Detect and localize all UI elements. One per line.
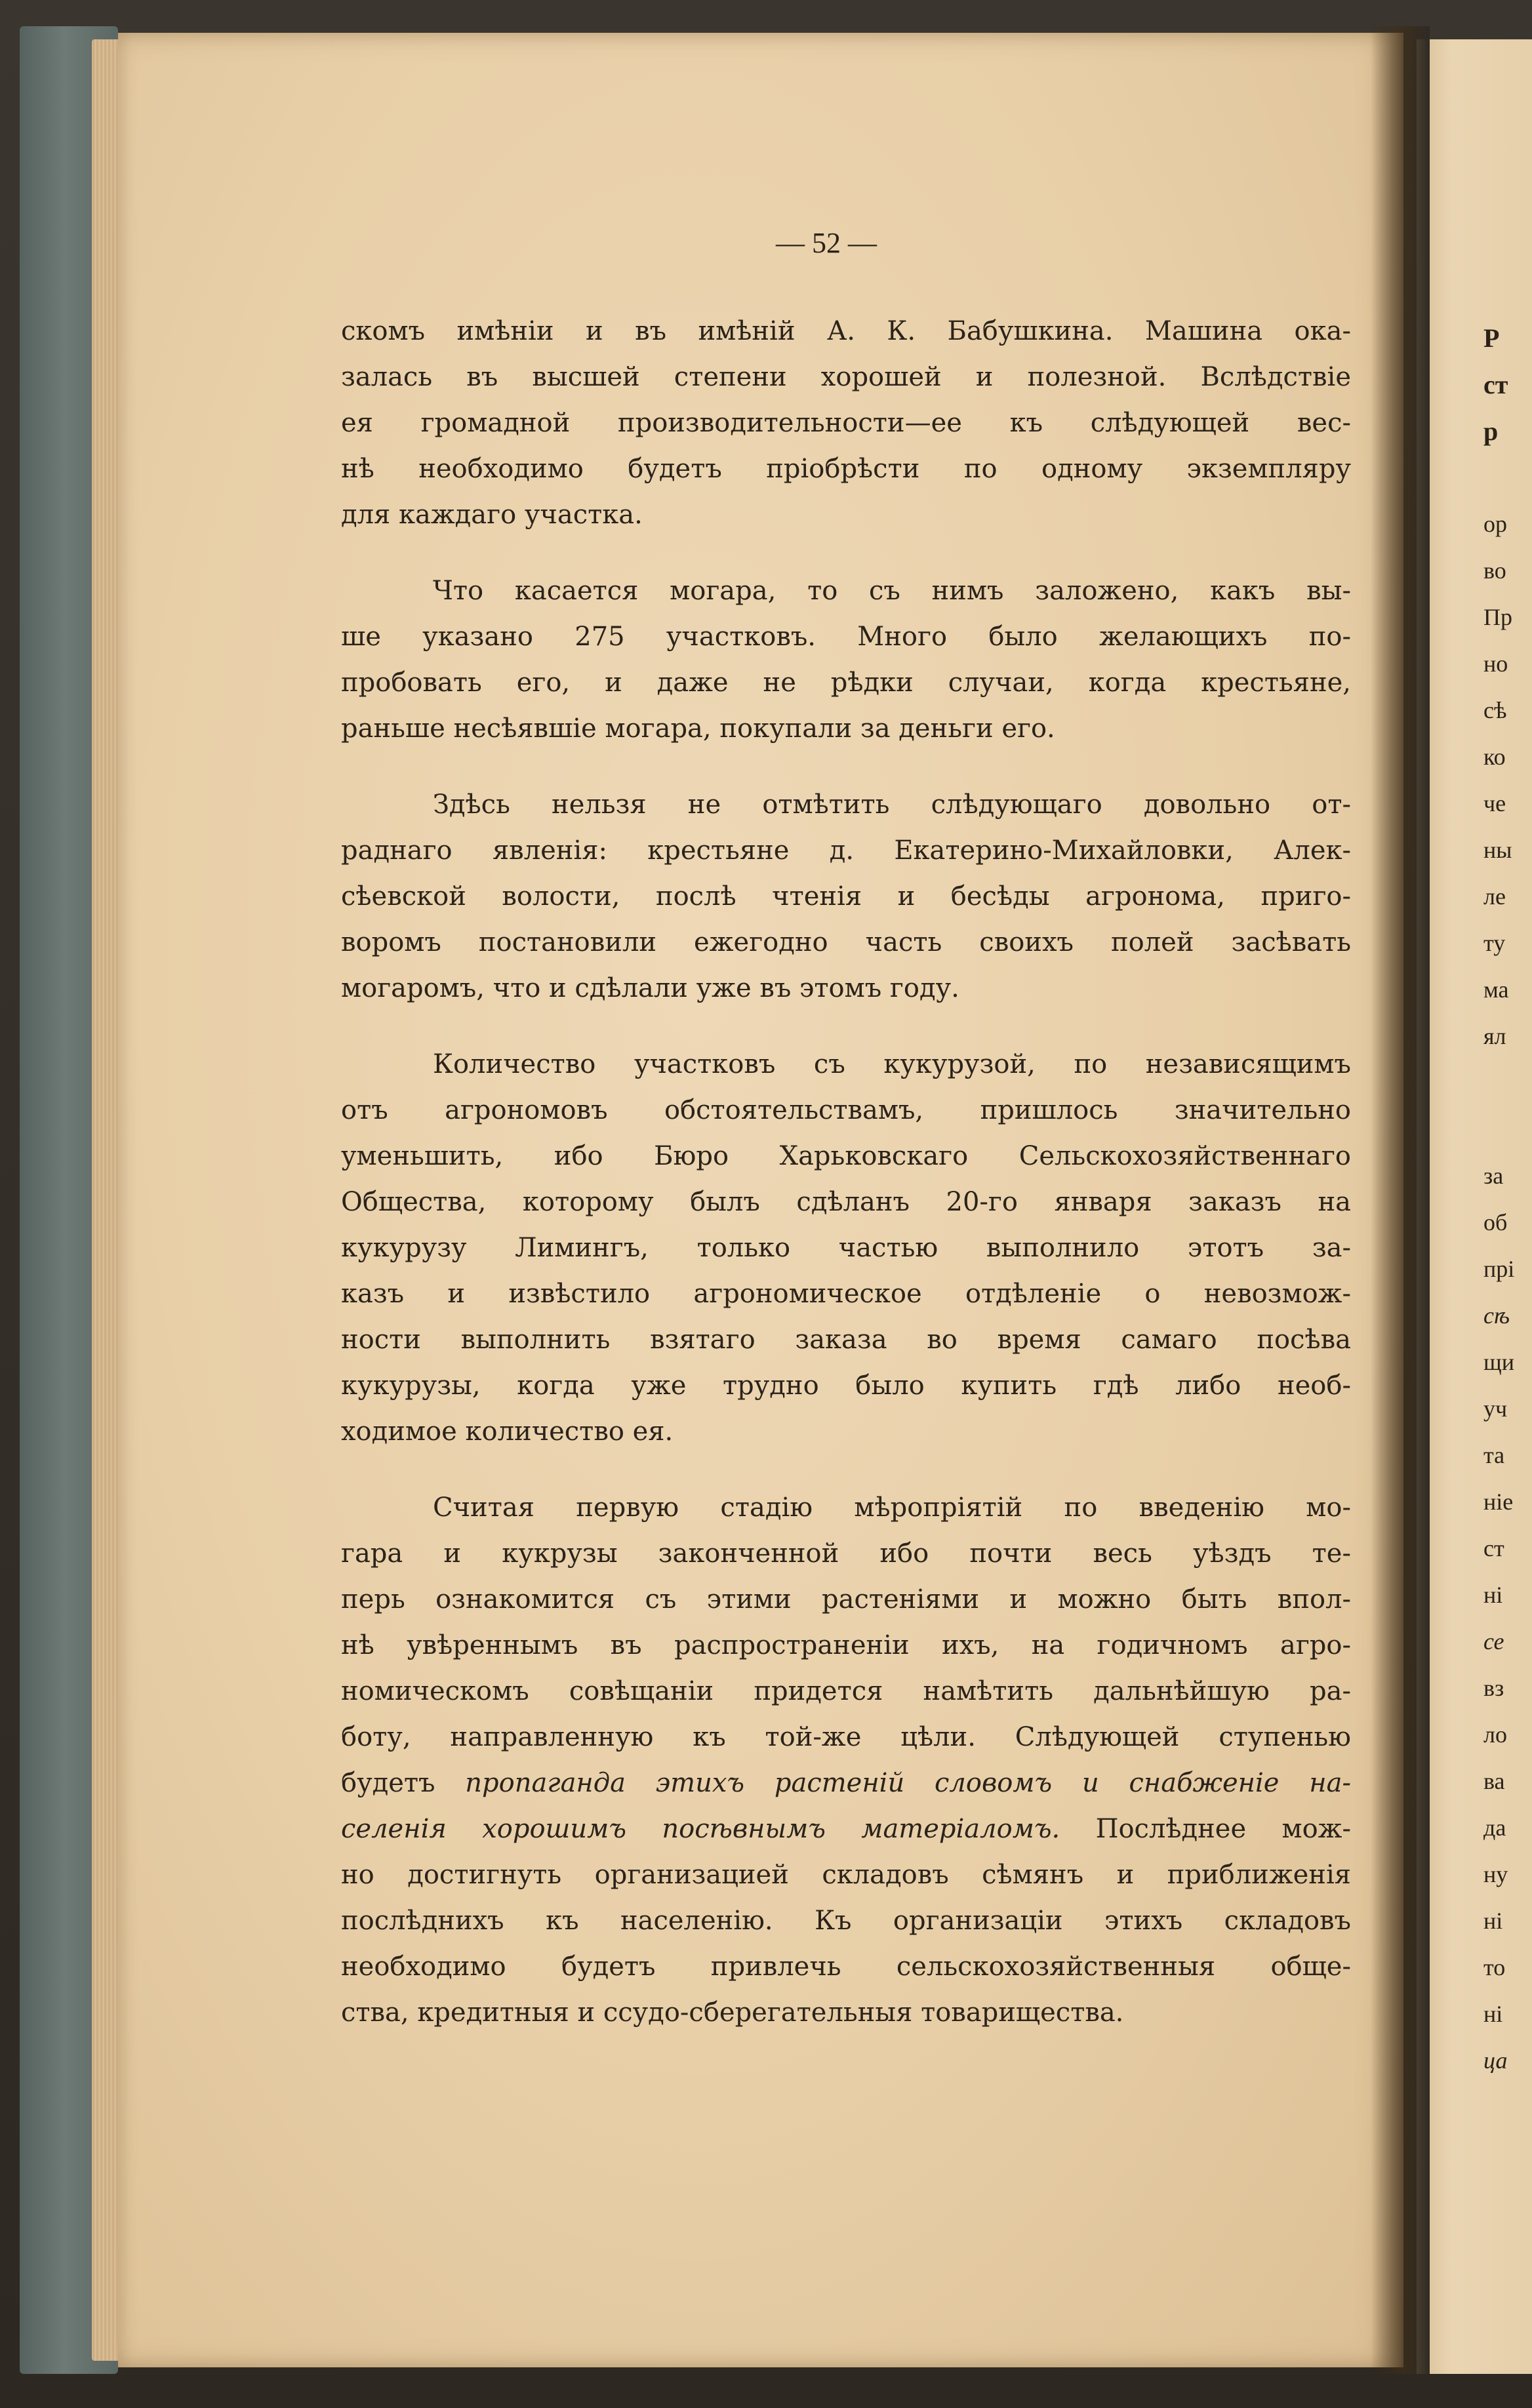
right-page-fragment: ял: [1483, 1023, 1506, 1049]
text-line: ходимое количество ея.: [341, 1416, 674, 1447]
text-line: воромъ постановили ежегодно часть своихъ полей засѣвать: [341, 927, 1351, 957]
right-page-fragment: Р: [1483, 323, 1500, 353]
text-line: сѣевской волости, послѣ чтенія и бесѣды агронома, приго-: [341, 881, 1351, 912]
text-line: необходимо будетъ привлечь сельскохозяйственныя обще-: [341, 1952, 1351, 1982]
right-page-fragment: ні: [1483, 1908, 1503, 1934]
right-page-fragment: ст: [1483, 370, 1508, 399]
text-line: ности выполнить взятаго заказа во время самаго посѣва: [341, 1325, 1351, 1355]
text-line: раднаго явленія: крестьяне д. Екатерино-Михайловки, Алек-: [341, 835, 1351, 866]
text-line: Считая первую стадію мѣропріятій по введенію мо-: [433, 1493, 1351, 1523]
right-page-fragment: но: [1483, 651, 1508, 677]
page-body: [341, 308, 1351, 2036]
right-page-fragment: ко: [1483, 744, 1506, 770]
text-line: отъ агрономовъ обстоятельствамъ, пришлось значительно: [341, 1095, 1351, 1125]
text-line: нѣ увѣреннымъ въ распространеніи ихъ, на годичномъ агро-: [341, 1630, 1351, 1660]
right-page-fragment: прі: [1483, 1256, 1515, 1282]
right-page-fragment: ор: [1483, 511, 1507, 537]
right-page-fragment: та: [1483, 1442, 1505, 1468]
text-line: пробовать его, и даже не рѣдки случаи, когда крестьяне,: [341, 668, 1351, 698]
right-page-fragment: ніе: [1483, 1489, 1514, 1515]
book-gutter: [1371, 26, 1430, 2374]
text-line-mixed: [341, 1806, 1351, 1852]
text-line: уменьшить, ибо Бюро Харьковскаго Сельскохозяйственнаго: [341, 1141, 1351, 1171]
text-line: казъ и извѣстило агрономическое отдѣленіе о невозмож-: [341, 1279, 1351, 1309]
text-line: нѣ необходимо будетъ пріобрѣсти по одному экземпляру: [341, 454, 1351, 484]
italic-span: селенія хорошимъ посѣвнымъ матеріаломъ.: [341, 1814, 1060, 1844]
paragraph: [341, 1041, 1351, 1455]
text-line: Количество участковъ съ кукурузой, по независящимъ: [433, 1049, 1351, 1079]
right-page-fragment: ле: [1483, 883, 1506, 910]
right-page-fragment: [1483, 1106, 1532, 1153]
text-line: скомъ имѣніи и въ имѣній А. К. Бабушкина. Машина ока-: [341, 316, 1351, 346]
text-line: перь ознакомится съ этими растеніями и можно быть впол-: [341, 1584, 1351, 1615]
right-page-text: [1483, 315, 1532, 2084]
right-page-fragment: ло: [1483, 1721, 1507, 1748]
right-page-fragment: ту: [1483, 930, 1506, 956]
right-page-fragment: ну: [1483, 1861, 1508, 1887]
text-line: раньше несѣявшіе могара, покупали за деньги его.: [341, 713, 1055, 744]
right-page-fragment: ма: [1483, 976, 1509, 1003]
paragraph: [341, 782, 1351, 1011]
text-line: Общества, которому былъ сдѣланъ 20-го января заказъ на: [341, 1187, 1351, 1217]
right-page-fragment: щи: [1483, 1349, 1514, 1375]
text-line: кукурузы, когда уже трудно было купить гдѣ либо необ-: [341, 1371, 1351, 1401]
right-page-fragment: сѣ: [1483, 697, 1507, 723]
paragraph: [341, 568, 1351, 752]
right-page-fragment: ва: [1483, 1768, 1505, 1794]
right-page-fragment: сѣ: [1483, 1302, 1510, 1329]
right-page-fragment: уч: [1483, 1395, 1508, 1422]
text-line: ея громадной производительности—ее къ слѣдующей вес-: [341, 408, 1351, 438]
text-line: кукурузу Лимингъ, только частью выполнило этотъ за-: [341, 1233, 1351, 1263]
text-line: гара и кукрузы законченной ибо почти весь уѣздъ те-: [341, 1538, 1351, 1569]
text-line: для каждаго участка.: [341, 500, 643, 530]
right-page-fragment: че: [1483, 790, 1506, 816]
right-page-fragment: ны: [1483, 837, 1512, 863]
right-page-fragment: Пр: [1483, 604, 1512, 630]
right-page-fragment: р: [1483, 416, 1499, 446]
text-line: послѣднихъ къ населенію. Къ организаціи этихъ складовъ: [341, 1906, 1351, 1936]
text-line: номическомъ совѣщаніи придется намѣтить дальнѣйшую ра-: [341, 1676, 1351, 1706]
page-number: — 52 —: [776, 227, 877, 259]
text-line: ства, кредитныя и ссудо-сберегательныя товарищества.: [341, 1997, 1124, 2028]
right-page-fragment: ца: [1483, 2047, 1508, 2074]
text-line: но достигнуть организацией складовъ сѣмянъ и приближенія: [341, 1860, 1351, 1890]
right-page-fragment: да: [1483, 1815, 1506, 1841]
text-span: Послѣднее мож-: [1095, 1814, 1351, 1844]
right-page-fragment: ст: [1483, 1535, 1504, 1561]
right-page-fragment: ні: [1483, 2001, 1503, 2027]
right-page-fragment: то: [1483, 1954, 1506, 1980]
text-line: Что касается могара, то съ нимъ заложено, какъ вы-: [433, 576, 1351, 606]
right-page-fragment: во: [1483, 557, 1506, 584]
paragraph: [341, 1485, 1351, 2036]
paragraph: [341, 308, 1351, 538]
right-page-fragment: об: [1483, 1209, 1508, 1235]
right-page-fragment: [1483, 454, 1532, 501]
text-line: боту, направленную къ той-же цѣли. Слѣдующей ступенью: [341, 1722, 1351, 1752]
italic-span: пропаганда этихъ растеній словомъ и снабженіе на-: [465, 1768, 1351, 1798]
right-page-fragment: вз: [1483, 1675, 1504, 1701]
right-page-fragment: се: [1483, 1628, 1504, 1655]
text-line-mixed: [341, 1760, 1351, 1806]
right-page-fragment: [1483, 1060, 1532, 1106]
right-page-fragment: за: [1483, 1163, 1504, 1189]
text-line: ше указано 275 участковъ. Много было желающихъ по-: [341, 622, 1351, 652]
text-line: залась въ высшей степени хорошей и полезной. Вслѣдствіе: [341, 362, 1351, 392]
text-line: могаромъ, что и сдѣлали уже въ этомъ году.: [341, 973, 959, 1003]
text-span: будетъ: [341, 1768, 435, 1798]
right-page-fragment: ні: [1483, 1582, 1503, 1608]
text-line: Здѣсь нельзя не отмѣтить слѣдующаго довольно от-: [433, 790, 1351, 820]
